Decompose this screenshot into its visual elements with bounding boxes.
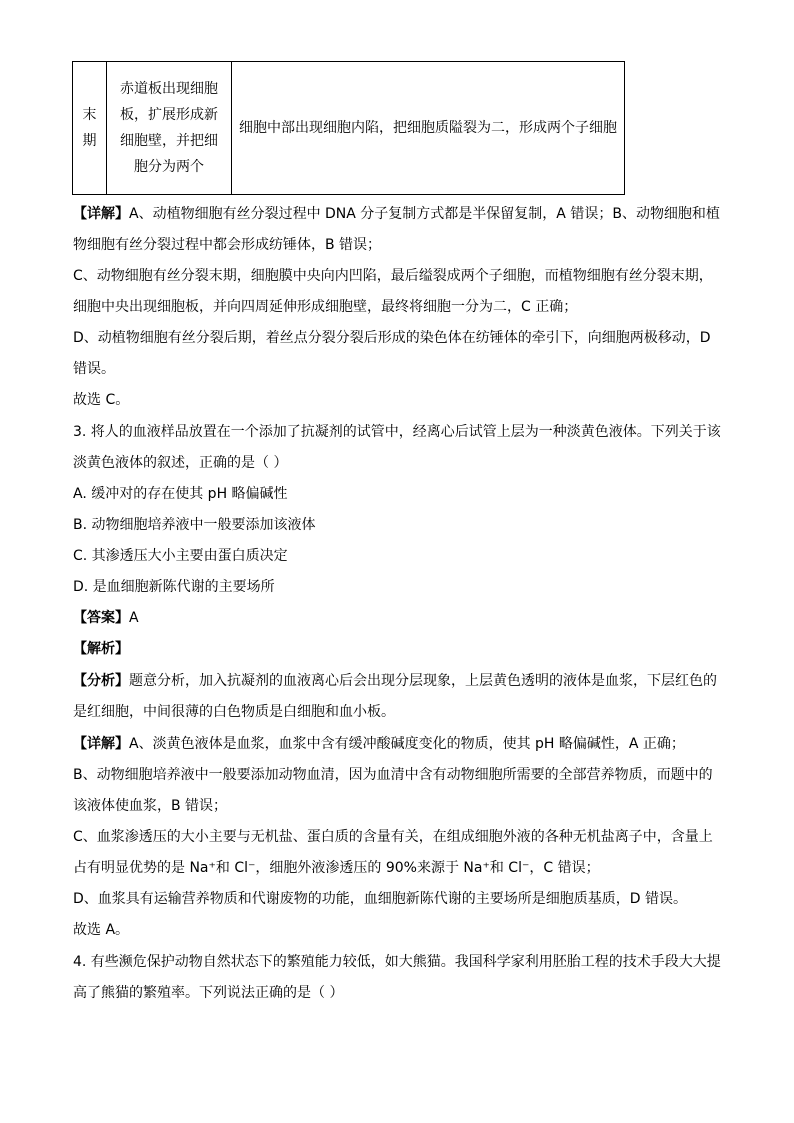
q3-detail-line: 该液体使血浆，B 错误； [73, 798, 228, 814]
q3-stem-line: 3. 将人的血液样品放置在一个添加了抗凝剂的试管中，经离心后试管上层为一种淡黄色液体。下列关于该 [73, 424, 721, 440]
q3-option-d: D. 是血细胞新陈代谢的主要场所 [73, 579, 275, 595]
answer-tag: 【答案】 [73, 610, 129, 626]
q3-detail-line: C、血浆渗透压的大小主要与无机盐、蛋白质的含量有关，在组成细胞外液的各种无机盐离子中，含量上 [73, 829, 713, 845]
q2-detail-text: A、动植物细胞有丝分裂过程中 DNA 分子复制方式都是半保留复制，A 错误；B、动物细胞和植 [129, 206, 720, 222]
plant-line: 细胞壁，并把细 [120, 133, 218, 149]
q2-detail-line: 错误。 [73, 361, 115, 377]
q3-detail-line: 占有明显优势的是 Na⁺和 Cl⁻，细胞外液渗透压的 90%来源于 Na⁺和 Cl⁻，C 错误； [73, 860, 600, 876]
stage-char: 末 [82, 107, 97, 123]
detail-tag: 【详解】 [73, 736, 129, 752]
q3-detail-text: A、淡黄色液体是血浆，血浆中含有缓冲酸碱度变化的物质，使其 pH 略偏碱性，A 正确； [129, 736, 685, 752]
q3-option-b: B. 动物细胞培养液中一般要添加该液体 [73, 517, 316, 533]
plant-line: 赤道板出现细胞 [120, 81, 218, 97]
q2-detail-line: 物细胞有丝分裂过程中都会形成纺锤体，B 错误； [73, 237, 382, 253]
q4-stem-line: 高了熊猫的繁殖率。下列说法正确的是（ ） [73, 985, 344, 1001]
table-cell-stage [73, 62, 107, 194]
detail-tag: 【详解】 [73, 206, 129, 222]
q2-detail-line: D、动植物细胞有丝分裂后期，着丝点分裂分裂后形成的染色体在纺锤体的牵引下，向细胞两极移动，D [73, 330, 711, 346]
q3-detail-line: D、血浆具有运输营养物质和代谢废物的功能，血细胞新陈代谢的主要场所是细胞质基质，D 错误。 [73, 891, 688, 907]
q3-answer-line [73, 609, 139, 627]
q3-fenxi-text: 题意分析，加入抗凝剂的血液离心后会出现分层现象，上层黄色透明的液体是血浆，下层红色的 [129, 673, 717, 689]
plant-line: 板，扩展形成新 [120, 107, 218, 123]
q2-conclusion: 故选 C。 [73, 392, 130, 408]
q2-detail-line [73, 205, 720, 223]
q3-analysis-tag: 【解析】 [73, 641, 129, 657]
q3-conclusion: 故选 A。 [73, 922, 130, 938]
q3-fenxi-line: 是红细胞，中间很薄的白色物质是白细胞和血小板。 [73, 704, 395, 720]
q4-stem-line: 4. 有些濒危保护动物自然状态下的繁殖能力较低，如大熊猫。我国科学家利用胚胎工程的技术手段大大提 [73, 954, 721, 970]
q2-detail-line: 细胞中央出现细胞板，并向四周延伸形成细胞壁，最终将细胞一分为二，C 正确； [73, 299, 578, 315]
q3-detail-line: B、动物细胞培养液中一般要添加动物血清，因为血清中含有动物细胞所需要的全部营养物质，而题中的 [73, 767, 713, 783]
q2-detail-line: C、动物细胞有丝分裂末期，细胞膜中央向内凹陷，最后缢裂成两个子细胞，而植物细胞有丝分裂末期， [73, 268, 713, 284]
plant-line: 胞分为两个 [134, 159, 204, 175]
q3-answer: A [129, 610, 139, 626]
telophase-comparison-table [72, 61, 625, 195]
q3-option-a: A. 缓冲对的存在使其 pH 略偏碱性 [73, 486, 288, 502]
q3-detail-line [73, 735, 685, 753]
q3-fenxi-line [73, 672, 717, 690]
animal-text: 细胞中部出现细胞内陷，把细胞质隘裂为二，形成两个子细胞 [239, 120, 617, 136]
q3-option-c: C. 其渗透压大小主要由蛋白质决定 [73, 548, 288, 564]
table-cell-animal [232, 62, 624, 194]
table-cell-plant [107, 62, 232, 194]
q3-stem-line: 淡黄色液体的叙述，正确的是（ ） [73, 455, 288, 471]
stage-char: 期 [82, 133, 97, 149]
fenxi-tag: 【分析】 [73, 673, 129, 689]
